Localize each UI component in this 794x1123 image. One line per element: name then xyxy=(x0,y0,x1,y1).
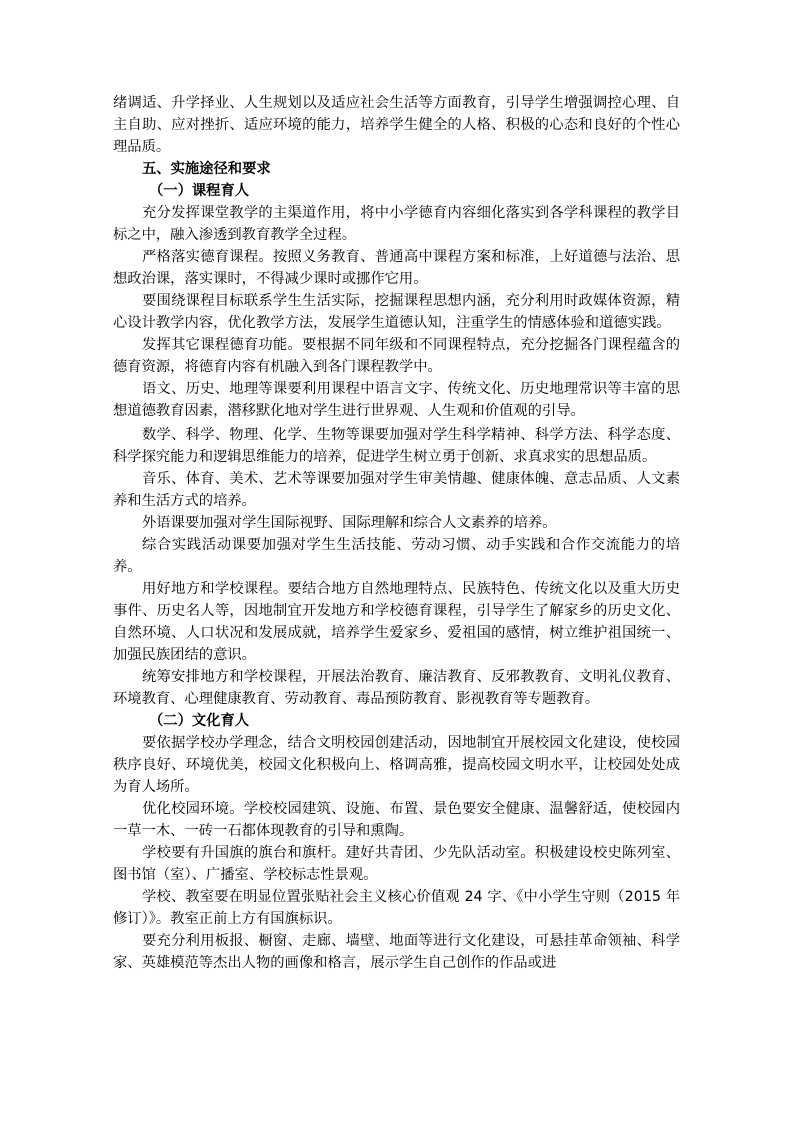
section-heading-implementation: 五、实施途径和要求 xyxy=(142,161,271,177)
subsection-heading-culture: （二）文化育人 xyxy=(149,713,250,729)
subsection-heading-curriculum: （一）课程育人 xyxy=(149,183,250,199)
paragraph: 优化校园环境。学校校园建筑、设施、布置、景色要安全健康、温馨舒适，使校园内一草一木、一砖一石都体现教育的引导和熏陶。 xyxy=(113,801,680,839)
paragraph: 充分发挥课堂教学的主渠道作用，将中小学德育内容细化落实到各学科课程的教学目标之中，融入渗透到教育教学全过程。 xyxy=(113,205,680,243)
paragraph-continuation: 绪调适、升学择业、人生规划以及适应社会生活等方面教育，引导学生增强调控心理、自主自助、应对挫折、适应环境的能力，培养学生健全的人格、积极的心态和良好的个性心理品质。 xyxy=(113,95,680,155)
paragraph: 严格落实德育课程。按照义务教育、普通高中课程方案和标准，上好道德与法治、思想政治课，落实课时，不得减少课时或挪作它用。 xyxy=(113,249,680,287)
paragraph: 发挥其它课程德育功能。要根据不同年级和不同课程特点，充分挖掘各门课程蕴含的德育资源，将德育内容有机融入到各门课程教学中。 xyxy=(113,337,680,375)
paragraph: 要充分利用板报、橱窗、走廊、墙壁、地面等进行文化建设，可悬挂革命领袖、科学家、英雄模范等杰出人物的画像和格言，展示学生自己创作的作品或进 xyxy=(113,933,680,971)
paragraph: 统筹安排地方和学校课程，开展法治教育、廉洁教育、反邪教教育、文明礼仪教育、环境教育、心理健康教育、劳动教育、毒品预防教育、影视教育等专题教育。 xyxy=(113,669,680,707)
paragraph: 用好地方和学校课程。要结合地方自然地理特点、民族特色、传统文化以及重大历史事件、历史名人等，因地制宜开发地方和学校德育课程，引导学生了解家乡的历史文化、自然环境、人口状况和发展成就，培养学生爱家乡、爱祖国的感情，树立维护祖国统一、加强民族团结的意识。 xyxy=(113,581,680,663)
paragraph: 学校要有升国旗的旗台和旗杆。建好共青团、少先队活动室。积极建设校史陈列室、图书馆（室）、广播室、学校标志性景观。 xyxy=(113,845,680,883)
paragraph: 音乐、体育、美术、艺术等课要加强对学生审美情趣、健康体魄、意志品质、人文素养和生活方式的培养。 xyxy=(113,471,680,509)
document-page xyxy=(113,92,680,974)
paragraph: 语文、历史、地理等课要利用课程中语言文字、传统文化、历史地理常识等丰富的思想道德教育因素，潜移默化地对学生进行世界观、人生观和价值观的引导。 xyxy=(113,381,680,419)
paragraph: 数学、科学、物理、化学、生物等课要加强对学生科学精神、科学方法、科学态度、科学探究能力和逻辑思维能力的培养，促进学生树立勇于创新、求真求实的思想品质。 xyxy=(113,427,680,465)
paragraph: 综合实践活动课要加强对学生生活技能、劳动习惯、动手实践和合作交流能力的培养。 xyxy=(113,537,680,575)
paragraph: 外语课要加强对学生国际视野、国际理解和综合人文素养的培养。 xyxy=(142,515,557,531)
paragraph: 要围绕课程目标联系学生生活实际，挖掘课程思想内涵，充分利用时政媒体资源，精心设计教学内容，优化教学方法，发展学生道德认知，注重学生的情感体验和道德实践。 xyxy=(113,293,680,331)
paragraph: 学校、教室要在明显位置张贴社会主义核心价值观 24 字、《中小学生守则（2015 年修订）》。教室正前上方有国旗标识。 xyxy=(113,889,680,927)
paragraph: 要依据学校办学理念，结合文明校园创建活动，因地制宜开展校园文化建设，使校园秩序良好、环境优美，校园文化积极向上、格调高雅，提高校园文明水平，让校园处处成为育人场所。 xyxy=(113,735,680,795)
